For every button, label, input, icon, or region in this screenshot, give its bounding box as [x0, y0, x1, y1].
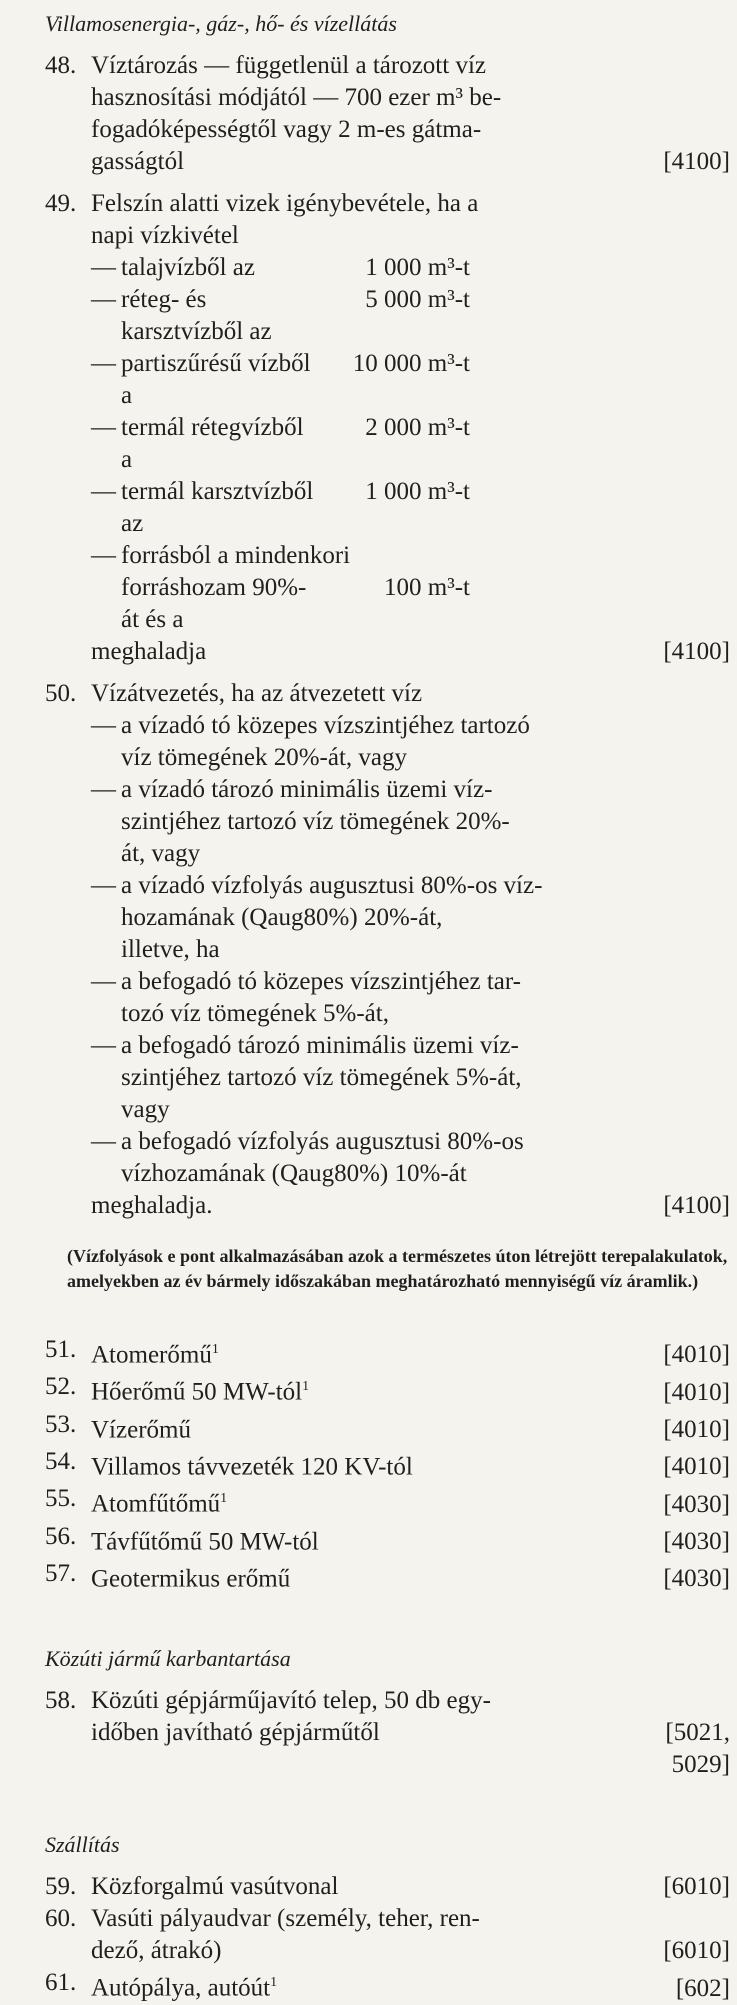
item-text: Felszín alatti vizek igénybevétele, ha a	[91, 190, 479, 217]
bullet-line: tozó víz tömegének 5%-át,	[121, 1000, 389, 1027]
item-49	[45, 188, 730, 668]
bullet-line: hozamának (Qaug80%) 20%-át,	[121, 904, 443, 931]
section-title: Szállítás	[45, 1832, 120, 1858]
list-items-51-57	[45, 1334, 730, 1595]
row-label: — partiszűrésű vízből a	[121, 350, 311, 409]
bullet-line: szintjéhez tartozó víz tömegének 20%-	[121, 808, 510, 835]
list-item	[45, 1371, 730, 1408]
item-code: [4010]	[663, 1378, 730, 1406]
list-item	[45, 1409, 730, 1446]
item-code: [4100]	[663, 638, 730, 665]
item-code: [602]	[675, 1974, 730, 2002]
item-60	[45, 1903, 730, 1967]
list-item	[45, 1558, 730, 1595]
item-number: 53.	[45, 1410, 77, 1438]
item-code: 5029]	[671, 1751, 730, 1779]
item-text: hasznosítási módjától — 700 ezer m³ be-	[91, 84, 502, 111]
row-label: — forrásból a mindenkori	[91, 540, 730, 572]
row-value: 5 000 m³-t	[365, 286, 470, 313]
item-code: [4010]	[663, 1415, 730, 1443]
row-label: — talajvízből az	[121, 254, 255, 281]
item-label: Atomfűtőmű	[91, 1490, 221, 1518]
item-label: Atomerőmű	[91, 1341, 212, 1369]
item-code: [4010]	[663, 1341, 730, 1369]
item-text: meghaladja	[91, 638, 207, 665]
bullet-line: illetve, ha	[121, 936, 220, 963]
item-code: [6010]	[663, 1937, 730, 1965]
bullet-line: át, vagy	[121, 840, 201, 867]
item-label: Autópálya, autóút	[91, 1974, 271, 2002]
item-48	[45, 50, 730, 178]
section-title: Közúti jármű karbantartása	[45, 1646, 291, 1672]
item-text: dező, átrakó)	[91, 1937, 222, 1965]
item-number: 60.	[45, 1905, 77, 1933]
row-value: 2 000 m³-t	[365, 414, 470, 441]
footnote-mark: 1	[302, 1379, 310, 1395]
footnote-mark: 1	[220, 1491, 228, 1507]
item-label: Távfűtőmű 50 MW-tól	[91, 1527, 319, 1555]
item-label: Vízerőmű	[91, 1415, 191, 1443]
list-item	[45, 1521, 730, 1558]
item-code: [4030]	[663, 1490, 730, 1518]
item-number: 56.	[45, 1522, 77, 1550]
row-value: 1 000 m³-t	[365, 478, 470, 505]
item-50	[45, 678, 730, 1222]
item-number: 51.	[45, 1336, 77, 1363]
item-code: [4100]	[663, 1192, 730, 1219]
item-text: gasságtól	[91, 148, 185, 175]
bullet-line: — a vízadó vízfolyás augusztusi 80%-os víz-	[91, 870, 730, 902]
list-item	[45, 1446, 730, 1483]
item-text: időben javítható gépjárműtől	[91, 1719, 380, 1747]
item-number: 54.	[45, 1447, 77, 1475]
item-label: Közforgalmú vasútvonal	[91, 1873, 339, 1901]
item-number: 59.	[45, 1873, 77, 1901]
item-text: meghaladja.	[91, 1192, 213, 1219]
item-text: fogadóképességtől vagy 2 m-es gátma-	[91, 116, 482, 143]
item-label: Villamos távvezeték 120 KV-tól	[91, 1453, 413, 1481]
bullet-line: vízhozamának (Qaug80%) 10%-át	[121, 1160, 467, 1187]
item-text: Víztározás — függetlenül a tározott víz	[91, 52, 486, 79]
item-text: Vasúti pályaudvar (személy, teher, ren-	[91, 1905, 480, 1933]
item-text: Közúti gépjárműjavító telep, 50 db egy-	[91, 1687, 491, 1715]
item-number: 57.	[45, 1559, 77, 1587]
footnote-mark: 1	[211, 1342, 219, 1357]
footnote-mark: 1	[270, 1975, 278, 1991]
item-number: 49.	[45, 190, 77, 217]
bullet-line: — a befogadó tározó minimális üzemi víz-	[91, 1030, 730, 1062]
item-label: Hőerőmű 50 MW-tól	[91, 1378, 303, 1406]
list-item	[45, 1483, 730, 1520]
item-number: 48.	[45, 52, 77, 79]
row-label: — réteg- és karsztvízből az	[121, 286, 272, 345]
bullet-line: — a vízadó tározó minimális üzemi víz-	[91, 774, 730, 806]
row-label: — termál rétegvízből a	[121, 414, 304, 473]
row-label: — termál karsztvízből az	[121, 478, 314, 537]
list-item	[45, 1871, 730, 1903]
footnote-paragraph: (Vízfolyások e pont alkalmazásában azok a természetes úton létrejött terepalakulatok, amelyekben az év bármely időszakában meghatározható mennyiségű víz áramlik.)	[67, 1246, 728, 1291]
item-code: [4100]	[663, 148, 730, 175]
item-text: napi vízkivétel	[91, 222, 239, 249]
list-item	[45, 1967, 730, 2004]
item-number: 55.	[45, 1485, 77, 1513]
item-number: 52.	[45, 1373, 77, 1401]
item-label: Geotermikus erőmű	[91, 1565, 291, 1593]
item-code: [5021,	[665, 1719, 730, 1747]
row-value: 1 000 m³-t	[365, 254, 470, 281]
list-item	[45, 1334, 730, 1371]
bullet-line: víz tömegének 20%-át, vagy	[121, 744, 408, 771]
bullet-line: — a befogadó vízfolyás augusztusi 80%-os	[91, 1126, 730, 1158]
row-value: 100 m³-t	[384, 574, 470, 601]
item-number: 61.	[45, 1969, 77, 1997]
row-label: forráshozam 90%-át és a	[121, 574, 307, 633]
bullet-line: — a vízadó tó közepes vízszintjéhez tartozó	[91, 710, 730, 742]
item-number: 58.	[45, 1687, 77, 1715]
item-code: [4010]	[663, 1453, 730, 1481]
bullet-line: — a befogadó tó közepes vízszintjéhez tar-	[91, 966, 730, 998]
bullet-line: vagy	[121, 1096, 170, 1123]
item-58	[45, 1685, 730, 1781]
bullet-line: szintjéhez tartozó víz tömegének 5%-át,	[121, 1064, 522, 1091]
document-page	[45, 0, 730, 2005]
item-code: [6010]	[663, 1873, 730, 1901]
item-text: Vízátvezetés, ha az átvezetett víz	[91, 680, 423, 707]
item-code: [4030]	[663, 1565, 730, 1593]
section-title: Villamosenergia-, gáz-, hő- és vízellátás	[45, 11, 397, 36]
row-value: 10 000 m³-t	[352, 350, 470, 377]
item-code: [4030]	[663, 1527, 730, 1555]
item-number: 50.	[45, 680, 77, 707]
